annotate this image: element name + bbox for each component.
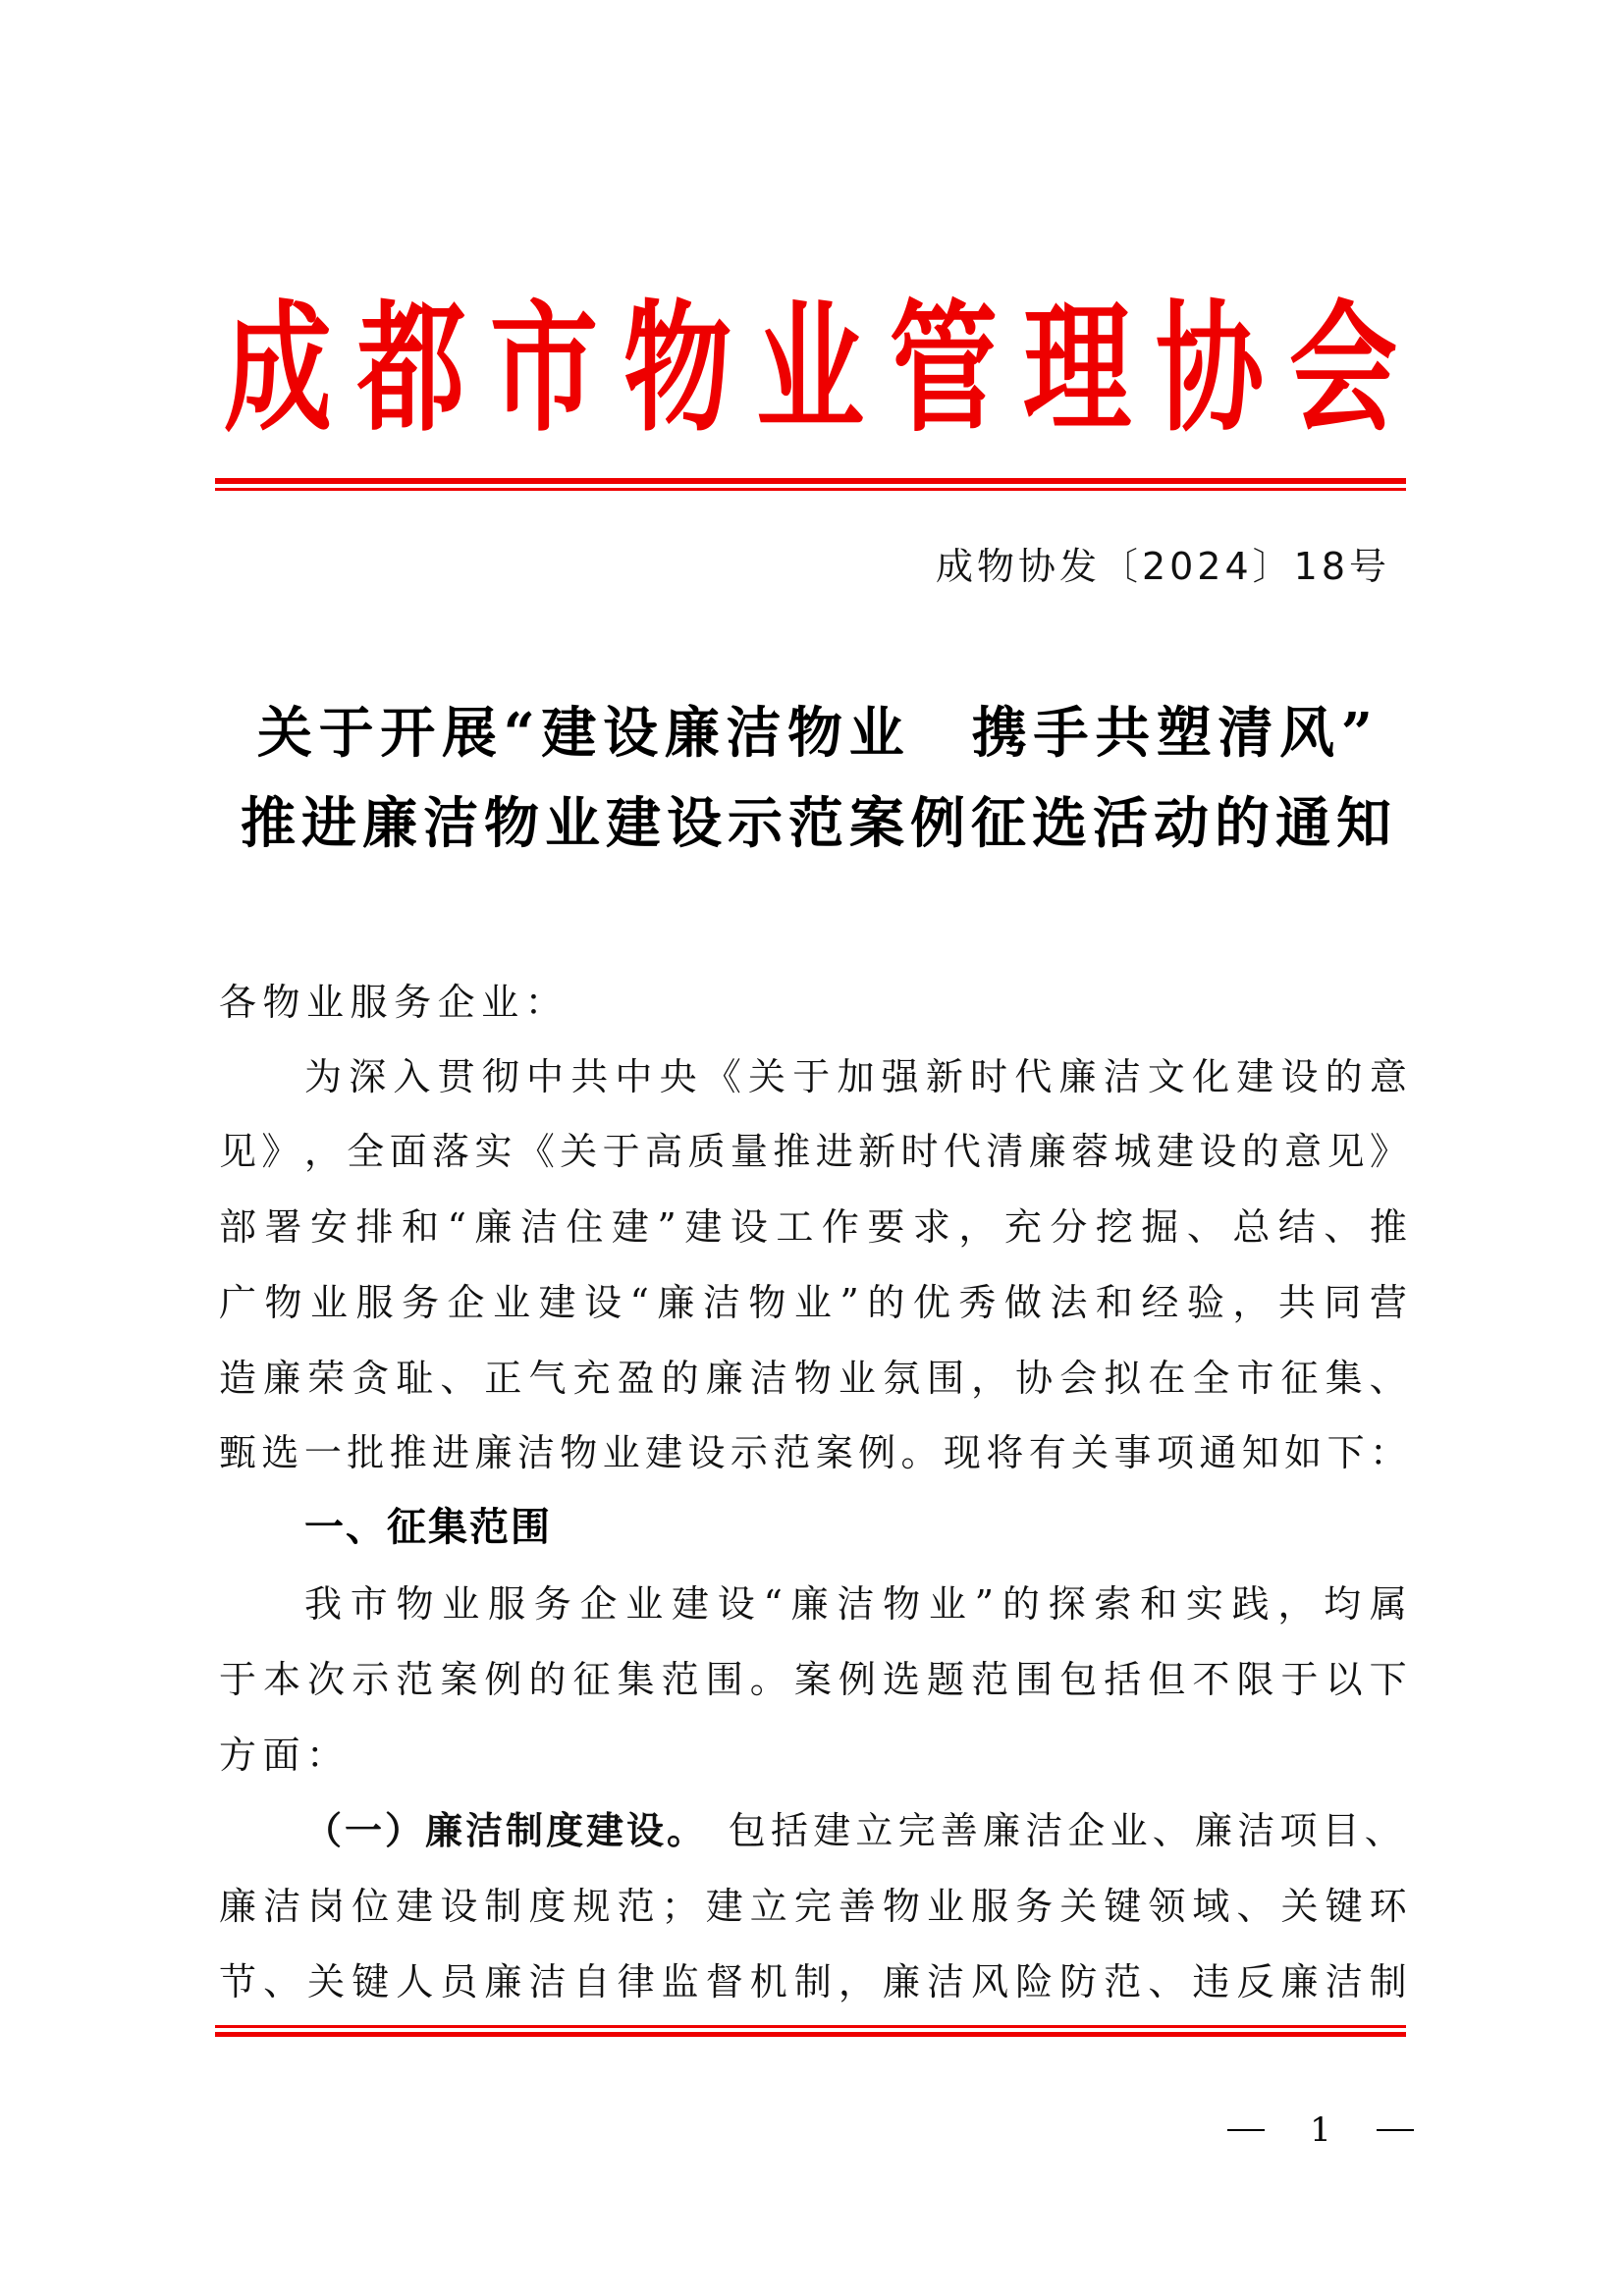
title-line-2: 推 进 廉 洁 物 业 建 设 示 范 案 例 征 选 活 动 的 通 知 — [241, 791, 1391, 856]
paragraph-line: 节 、 关 键 人 员 廉 洁 自 律 监 督 机 制 ， 廉 洁 风 险 防 范 、 违 反 廉 洁 制 — [219, 1960, 1407, 2003]
paragraph-line: 廉 洁 岗 位 建 设 制 度 规 范 ； 建 立 完 善 物 业 服 务 关 键 领 域 、 关 键 环 — [219, 1885, 1407, 1928]
footer-rule-thick — [215, 2032, 1406, 2037]
paragraph-line: 为 深 入 贯 彻 中 共 中 央 《 关 于 加 强 新 时 代 廉 洁 文 化 建 设 的 意 — [304, 1055, 1407, 1098]
paragraph-line: 造 廉 荣 贪 耻 、 正 气 充 盈 的 廉 洁 物 业 氛 围 ， 协 会 拟 在 全 市 征 集 、 — [219, 1357, 1407, 1400]
paragraph-line: 部 署 安 排 和 “ 廉 洁 住 建 ” 建 设 工 作 要 求 ， 充 分 挖 掘 、 总 结 、 推 — [219, 1205, 1407, 1249]
page-number-value: 1 — [1310, 2110, 1331, 2150]
paragraph-line: 方 面 ： — [219, 1734, 345, 1777]
masthead-rule-thick — [215, 478, 1406, 484]
dash-left — [1227, 2129, 1265, 2131]
page-number — [1227, 2109, 1414, 2152]
salutation: 各 物 业 服 务 企 业 ： — [219, 981, 563, 1024]
paragraph-line: 广 物 业 服 务 企 业 建 设 “ 廉 洁 物 业 ” 的 优 秀 做 法 和 经 验 ， 共 同 营 — [219, 1281, 1407, 1324]
document-number: 成物协发〔2024〕18号 — [935, 545, 1390, 588]
paragraph-line: 见 》 ， 全 面 落 实 《 关 于 高 质 量 推 进 新 时 代 清 廉 蓉 城 建 设 的 意 见 》 — [219, 1130, 1407, 1173]
paragraph-line: 于 本 次 示 范 案 例 的 征 集 范 围 。 案 例 选 题 范 围 包 括 但 不 限 于 以 下 — [219, 1658, 1407, 1701]
item-label: （一）廉洁制度建设。 — [304, 1808, 708, 1852]
paragraph-line: 我 市 物 业 服 务 企 业 建 设 “ 廉 洁 物 业 ” 的 探 索 和 实 践 ， 均 属 — [304, 1582, 1407, 1626]
masthead-org-name: 成 都 市 物 业 管 理 协 会 — [223, 287, 1397, 452]
item-text: 包括建立完善廉洁企业、廉洁项目、 — [728, 1809, 1407, 1852]
footer-rule-thin — [215, 2025, 1406, 2028]
item-line — [304, 1806, 1407, 1855]
section-heading: 一、征集范围 — [304, 1505, 552, 1550]
dash-right — [1377, 2129, 1414, 2131]
masthead-rule-thin — [215, 488, 1406, 491]
title-line-1: 关 于 开 展 “ 建 设 廉 洁 物 业 携 手 共 塑 清 风 ” — [257, 701, 1373, 766]
paragraph-line: 甄 选 一 批 推 进 廉 洁 物 业 建 设 示 范 案 例 。 现 将 有 关 事 项 通 知 如 下 ： — [219, 1431, 1407, 1474]
